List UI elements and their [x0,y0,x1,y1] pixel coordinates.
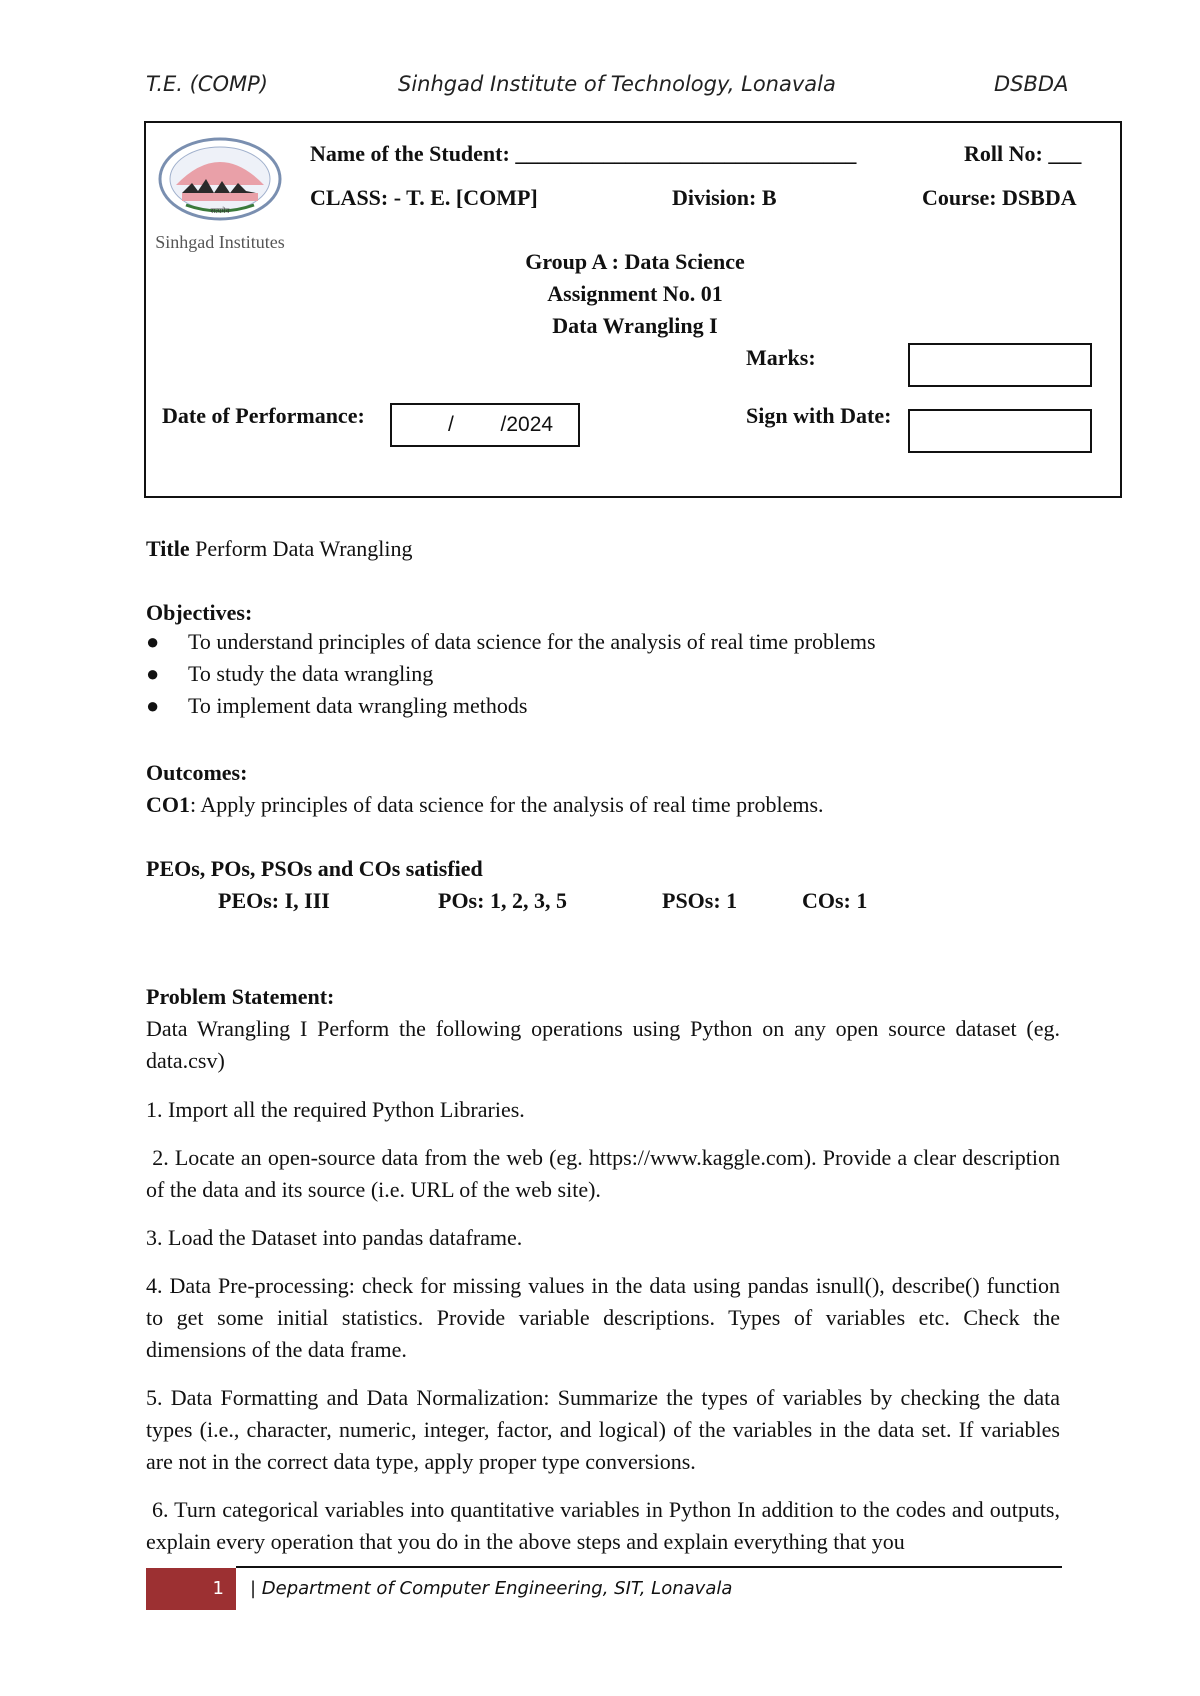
satisfied-heading: PEOs, POs, PSOs and COs satisfied [146,856,483,881]
student-name-label: Name of the Student: _______________________________ [310,141,857,166]
header-center: Sinhgad Institute of Technology, Lonavala [398,72,836,96]
roll-no-label: Roll No: ___ [964,141,1082,166]
list-item: ● To implement data wrangling methods [146,693,528,718]
date-of-performance-label: Date of Performance: [162,403,365,428]
problem-step: 2. Locate an open-source data from the web (eg. https://www.kaggle.com). Provide a clear description of the data and its source (i.e. URL of the web site). [146,1145,1066,1202]
problem-step: 5. Data Formatting and Data Normalization: Summarize the types of variables by checking the data types (i.e., character, numeric, integer, factor, and logical) of the variables in the data set. If variables are not in the correct data type, apply proper type conversions. [146,1385,1060,1474]
list-item: ● To study the data wrangling [146,661,434,686]
footer-rule [236,1566,1062,1568]
header-right: DSBDA [994,72,1069,96]
co1-text: : Apply principles of data science for the analysis of real time problems. [190,792,824,817]
svg-text:सत्यमेव: सत्यमेव [210,207,230,215]
institute-logo [152,133,288,253]
problem-heading: Problem Statement: [146,984,335,1009]
title-label: Title [146,536,190,561]
logo-emblem-icon [152,133,288,225]
objective-text: To implement data wrangling methods [188,693,528,718]
date-of-performance-box [390,403,580,447]
date-of-performance-value: / /2024 [448,413,554,436]
pos-value: POs: 1, 2, 3, 5 [438,888,567,913]
header-left: T.E. (COMP) [146,72,268,96]
marks-label: Marks: [746,345,816,370]
problem-intro: Data Wrangling I Perform the following operations using Python on any open source dataset (eg. data.csv) [146,1016,1060,1073]
division-label: Division: B [672,185,777,210]
cos-value: COs: 1 [802,888,868,913]
logo-caption: Sinhgad Institutes [155,232,285,252]
class-label: CLASS: - T. E. [COMP] [310,185,538,210]
page-number: 1 [146,1568,236,1610]
problem-step: 4. Data Pre-processing: check for missing values in the data using pandas isnull(), describe() function to get some initial statistics. Provide variable descriptions. Types of variables etc. Check the dimensions of the data frame. [146,1273,1060,1362]
problem-step: 3. Load the Dataset into pandas dataframe. [146,1225,523,1250]
course-label: Course: DSBDA [922,185,1077,210]
objective-text: To study the data wrangling [188,661,434,686]
marks-box [908,343,1092,387]
title-line [146,533,413,565]
assignment-title: Data Wrangling I [552,313,718,338]
sign-with-date-label: Sign with Date: [746,403,892,428]
footer-department: | Department of Computer Engineering, SIT, Lonavala [250,1578,733,1599]
list-item: ● To understand principles of data science for the analysis of real time problems [146,629,876,654]
assignment-info-box [144,121,1122,498]
group-heading: Group A : Data Science [525,249,745,274]
psos-value: PSOs: 1 [662,888,738,913]
problem-step: 1. Import all the required Python Libraries. [146,1097,525,1122]
objectives-heading: Objectives: [146,600,253,625]
assignment-number: Assignment No. 01 [547,281,723,306]
sign-box [908,409,1092,453]
objective-text: To understand principles of data science for the analysis of real time problems [188,629,876,654]
peos-value: PEOs: I, III [218,888,330,913]
outcomes-heading: Outcomes: [146,760,248,785]
outcome-co1 [146,789,824,821]
problem-step: 6. Turn categorical variables into quantitative variables in Python In addition to the codes and outputs, explain every operation that you do in the above steps and explain everything that you [146,1497,1066,1554]
title-text: Perform Data Wrangling [189,536,413,561]
co1-label: CO1 [146,792,190,817]
